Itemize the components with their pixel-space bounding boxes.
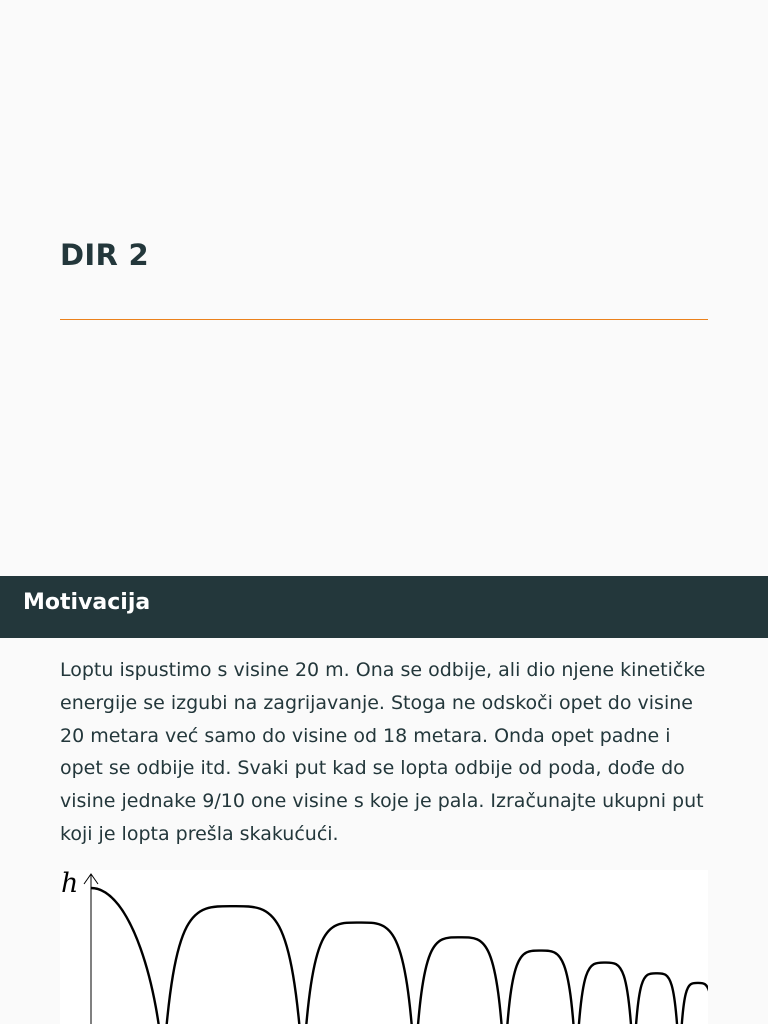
h-axis-label: h [61,870,79,899]
bounce-diagram [60,870,708,1024]
problem-paragraph: Loptu ispustimo s visine 20 m. Ona se odbije, ali dio njene kinetičke energije se izgubi na zagrijavanje. Stoga ne odskoči opet do visine 20 metara već samo do visine od 18 metara. Onda opet padne i opet se odbije itd. Svaki put kad se lopta odbije od poda, dođe do visine jednake 9/10 one visine s koje je pala. Izračunajte ukupni put koji je lopta prešla skakućući. [60,659,706,845]
slide-title: DIR 2 [60,238,149,272]
bounce-figure [60,870,708,1024]
bounce-trajectory [91,888,708,1024]
title-divider [60,319,708,320]
frame-title: Motivacija [23,590,151,615]
